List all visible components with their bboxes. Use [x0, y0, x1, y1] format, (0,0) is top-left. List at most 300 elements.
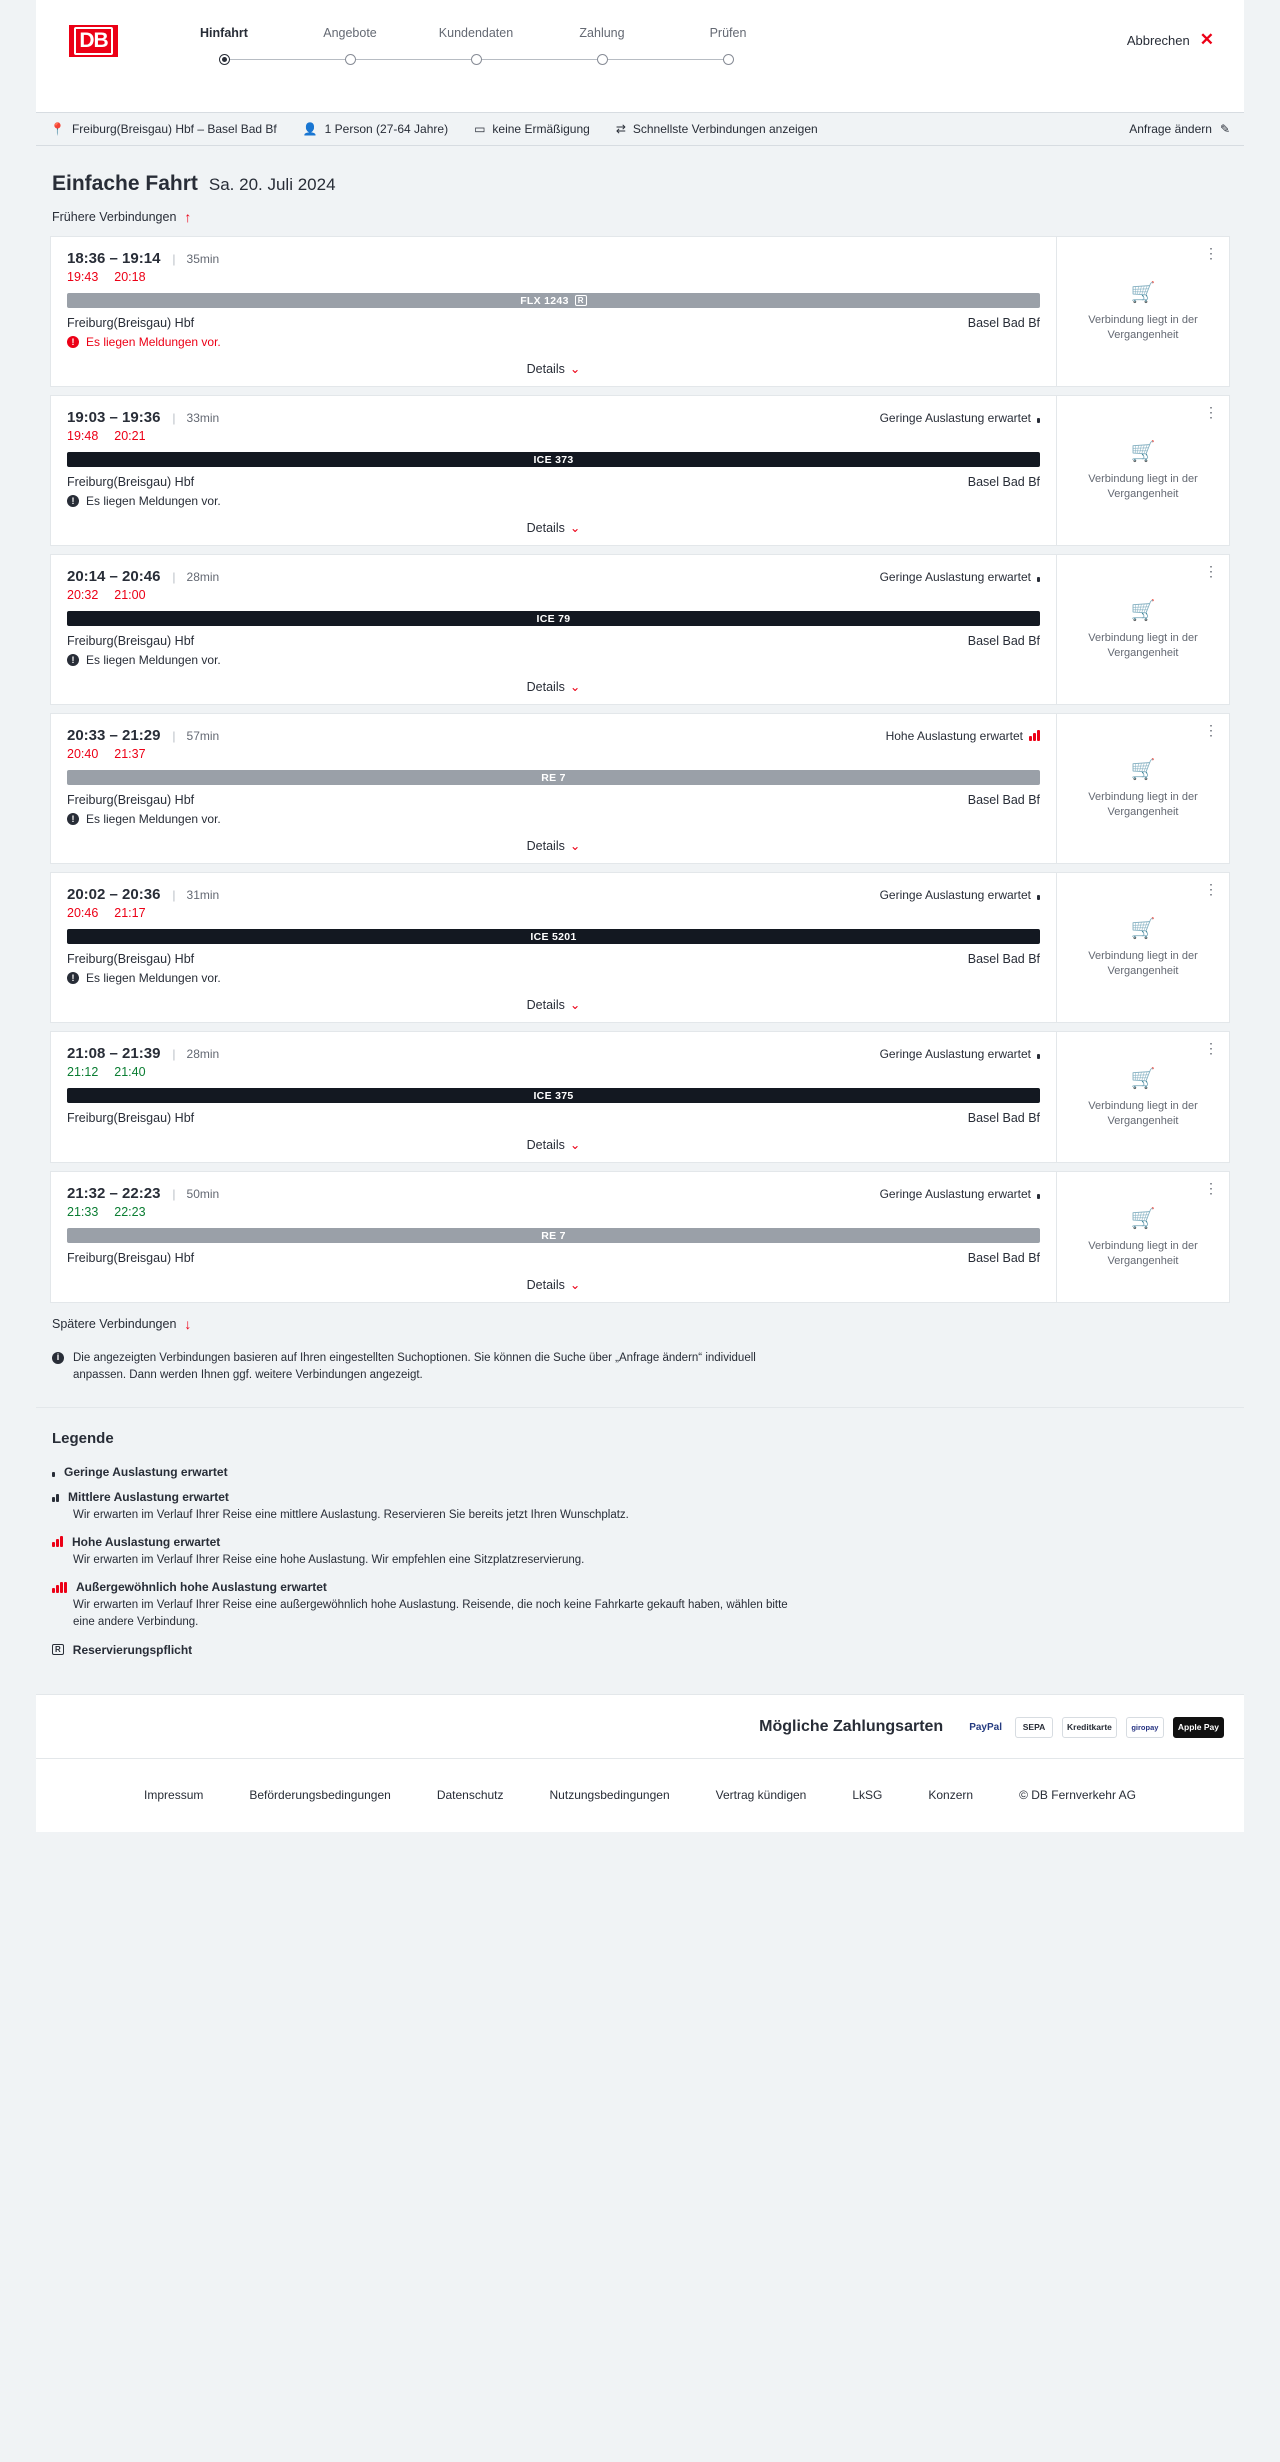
connection-info — [51, 396, 1056, 545]
actual-arrival: 20:18 — [114, 270, 146, 284]
train-name: RE 7 — [541, 771, 566, 784]
sort-icon: ⇄ — [615, 122, 626, 136]
actual-departure: 21:33 — [67, 1205, 99, 1219]
info-icon: i — [52, 1352, 64, 1364]
occupancy-bar — [1037, 1194, 1040, 1199]
past-connection-label: Verbindung liegt in der Vergangenheit — [1088, 473, 1198, 500]
actual-departure: 21:12 — [67, 1065, 99, 1079]
location-pin-icon: 📍 — [50, 122, 65, 136]
search-hint-text: Die angezeigten Verbindungen basieren auf Ihren eingestellten Suchoptionen. Sie können die Suche über „Anfrage ändern“ individuell anpassen. Dann werden Ihnen ggf. weitere Verbindungen angezeigt. — [73, 1352, 756, 1382]
utilization-label: Geringe Auslastung erwartet — [879, 569, 1031, 584]
duration-text: 33min — [186, 410, 220, 425]
origin-station: Freiburg(Breisgau) Hbf — [67, 1251, 195, 1265]
chevron-down-icon: ⌄ — [569, 1138, 581, 1152]
chevron-down-icon: ⌄ — [569, 1278, 581, 1292]
search-hint — [52, 1350, 792, 1385]
connection-duration — [172, 888, 219, 902]
train-name: ICE 375 — [533, 1089, 574, 1102]
past-connection-label: Verbindung liegt in der Vergangenheit — [1088, 632, 1198, 659]
chevron-down-icon: ⌄ — [569, 839, 581, 853]
legend-item — [52, 1580, 1230, 1632]
duration-separator: | — [172, 887, 176, 902]
occupancy-bar — [52, 1497, 55, 1502]
footer-link[interactable]: Impressum — [144, 1788, 204, 1802]
wizard-header — [36, 0, 1244, 112]
legend-item-label: Geringe Auslastung erwartet — [64, 1464, 228, 1479]
duration-text: 28min — [186, 569, 220, 584]
connection-header — [67, 1185, 1040, 1202]
connection-duration — [172, 1187, 219, 1201]
occupancy-bar — [1037, 1054, 1040, 1059]
details-label: Details — [526, 1278, 565, 1292]
occupancy-icon — [1037, 412, 1040, 423]
train-bar — [67, 293, 1040, 308]
summary-sorting[interactable] — [616, 122, 818, 136]
connection-planned-time: 20:33 – 21:29 — [67, 727, 161, 744]
summary-passengers[interactable] — [303, 122, 448, 136]
duration-text: 57min — [186, 728, 220, 743]
connection-message-text: Es liegen Meldungen vor. — [86, 335, 221, 349]
db-logo-icon — [66, 22, 121, 60]
legend-item-head — [52, 1535, 1230, 1549]
connection-planned-time: 18:36 – 19:14 — [67, 250, 161, 267]
legend-item-label: Mittlere Auslastung erwartet — [68, 1489, 229, 1504]
connection-stations — [67, 634, 1040, 648]
past-connection-label: Verbindung liegt in der Vergangenheit — [1088, 950, 1198, 977]
arrow-down-icon: ↓ — [184, 1316, 192, 1332]
occupancy-bar — [1037, 895, 1040, 900]
wizard-step-dot-row — [539, 54, 665, 68]
details-label: Details — [526, 362, 565, 376]
wizard-step-label: Prüfen — [709, 26, 747, 40]
connection-card[interactable] — [50, 1171, 1230, 1303]
wizard-connector-line — [224, 59, 350, 60]
wizard-connector-line — [350, 59, 476, 60]
legend-item-desc: Wir erwarten im Verlauf Ihrer Reise eine außergewöhnlich hohe Auslastung. Reisende, die noch keine Fahrkarte gekauft haben, wählen bitte eine andere Verbindung. — [73, 1599, 788, 1629]
details-toggle[interactable] — [67, 1277, 1040, 1292]
wizard-step-dot-row — [665, 54, 791, 68]
more-options-icon[interactable]: ⋮ — [1204, 1040, 1219, 1056]
details-label: Details — [526, 998, 565, 1012]
connection-duration — [172, 570, 219, 584]
legend-item — [52, 1535, 1230, 1569]
origin-station: Freiburg(Breisgau) Hbf — [67, 634, 195, 648]
connection-message[interactable] — [67, 812, 1040, 826]
connection-stations — [67, 475, 1040, 489]
more-options-icon[interactable]: ⋮ — [1204, 881, 1219, 897]
occupancy-bar — [1037, 577, 1040, 582]
summary-discount[interactable] — [474, 122, 590, 136]
connection-stations — [67, 316, 1040, 330]
footer-spacer — [0, 1832, 1280, 1920]
occupancy-icon — [52, 1466, 55, 1477]
train-bar — [67, 611, 1040, 626]
legend-item-head — [52, 1643, 1230, 1657]
destination-station: Basel Bad Bf — [967, 793, 1040, 807]
details-toggle[interactable] — [67, 361, 1040, 376]
shopping-cart-icon: 🛒 — [1130, 441, 1156, 464]
details-toggle[interactable] — [67, 997, 1040, 1012]
destination-station: Basel Bad Bf — [967, 952, 1040, 966]
connection-card[interactable] — [50, 554, 1230, 705]
cancel-label: Abbrechen — [1126, 32, 1190, 48]
origin-station: Freiburg(Breisgau) Hbf — [67, 1111, 195, 1125]
wizard-connector-line — [602, 59, 728, 60]
occupancy-bar — [60, 1582, 63, 1593]
connection-message-text: Es liegen Meldungen vor. — [86, 494, 221, 508]
occupancy-bar — [56, 1539, 59, 1547]
warning-icon: ! — [67, 654, 79, 666]
more-options-icon[interactable]: ⋮ — [1204, 245, 1219, 261]
payments-title: Mögliche Zahlungsarten — [759, 1718, 944, 1735]
wizard-step-label: Zahlung — [579, 26, 625, 40]
connection-message[interactable] — [67, 335, 1040, 349]
earlier-connections-button[interactable] — [52, 209, 1230, 225]
connection-info — [51, 1172, 1056, 1302]
connection-actual-times — [67, 429, 1040, 443]
occupancy-bar — [1029, 736, 1032, 741]
change-request-button[interactable] — [1129, 122, 1230, 136]
wizard-step-dot-row — [413, 54, 539, 68]
wizard-step-dot-row — [287, 54, 413, 68]
train-bar — [67, 929, 1040, 944]
actual-arrival: 21:00 — [114, 588, 146, 602]
connections-list — [50, 236, 1230, 1303]
connection-utilization — [880, 1047, 1040, 1061]
more-options-icon[interactable]: ⋮ — [1204, 404, 1219, 420]
occupancy-bar — [1037, 730, 1040, 741]
connection-info — [51, 237, 1056, 386]
connection-booking — [1056, 1032, 1229, 1162]
legend-item-desc: Wir erwarten im Verlauf Ihrer Reise eine mittlere Auslastung. Reservieren Sie bereits jetzt Ihren Wunschplatz. — [73, 1508, 629, 1521]
wizard-step-1[interactable] — [161, 26, 287, 68]
connection-duration — [172, 729, 219, 743]
occupancy-icon — [1029, 730, 1040, 741]
legend-item-head — [52, 1465, 1230, 1479]
train-bar — [67, 452, 1040, 467]
legend-item-head — [52, 1490, 1230, 1504]
footer-link[interactable]: Vertrag kündigen — [715, 1788, 807, 1802]
occupancy-icon — [1037, 1188, 1040, 1199]
connection-actual-times — [67, 588, 1040, 602]
duration-text: 50min — [186, 1186, 220, 1201]
page-title — [52, 172, 1230, 196]
warning-icon: ! — [67, 336, 79, 348]
train-name: ICE 5201 — [530, 930, 577, 943]
footer-link[interactable]: Konzern — [928, 1788, 974, 1802]
chevron-down-icon: ⌄ — [569, 680, 581, 694]
connection-booking — [1056, 1172, 1229, 1302]
connection-message[interactable] — [67, 653, 1040, 667]
actual-departure: 20:46 — [67, 906, 99, 920]
connection-stations — [67, 952, 1040, 966]
payment-method-icon: PayPal — [965, 1717, 1006, 1738]
connection-duration — [172, 252, 219, 266]
connection-stations — [67, 1111, 1040, 1125]
later-connections-button[interactable] — [52, 1316, 1230, 1332]
connection-booking — [1056, 555, 1229, 704]
origin-station: Freiburg(Breisgau) Hbf — [67, 475, 195, 489]
connection-planned-time: 21:32 – 22:23 — [67, 1185, 161, 1202]
duration-separator: | — [172, 251, 176, 266]
past-connection-label: Verbindung liegt in der Vergangenheit — [1088, 791, 1198, 818]
destination-station: Basel Bad Bf — [967, 634, 1040, 648]
summary-sorting-text: Schnellste Verbindungen anzeigen — [632, 122, 818, 136]
connection-info — [51, 873, 1056, 1022]
duration-separator: | — [172, 728, 176, 743]
connection-utilization — [880, 570, 1040, 584]
occupancy-bar — [52, 1542, 55, 1547]
connection-booking — [1056, 396, 1229, 545]
close-icon[interactable]: ✕ — [1199, 30, 1214, 49]
train-name: RE 7 — [541, 1229, 566, 1242]
occupancy-bar — [52, 1472, 55, 1477]
actual-arrival: 20:21 — [114, 429, 146, 443]
occupancy-icon — [52, 1491, 59, 1502]
connection-info — [51, 1032, 1056, 1162]
legend-items — [50, 1465, 1230, 1657]
connection-header — [67, 1045, 1040, 1062]
duration-text: 28min — [186, 1046, 220, 1061]
details-label: Details — [526, 839, 565, 853]
summary-passengers-text: 1 Person (27-64 Jahre) — [324, 122, 449, 136]
connection-booking — [1056, 237, 1229, 386]
occupancy-bar — [1037, 418, 1040, 423]
connection-message-text: Es liegen Meldungen vor. — [86, 653, 221, 667]
connection-message[interactable] — [67, 494, 1040, 508]
connection-info — [51, 714, 1056, 863]
legend-item — [52, 1490, 1230, 1524]
origin-station: Freiburg(Breisgau) Hbf — [67, 793, 195, 807]
utilization-label: Geringe Auslastung erwartet — [879, 410, 1031, 425]
connection-planned-time: 19:03 – 19:36 — [67, 409, 161, 426]
actual-departure: 20:32 — [67, 588, 99, 602]
duration-text: 31min — [186, 887, 220, 902]
connection-card[interactable] — [50, 236, 1230, 387]
wizard-step-label: Kundendaten — [438, 26, 514, 40]
connection-card[interactable] — [50, 1031, 1230, 1163]
duration-text: 35min — [186, 251, 220, 266]
pencil-icon: ✎ — [1219, 122, 1230, 136]
train-name: ICE 79 — [536, 612, 571, 625]
legend-item-desc: Wir erwarten im Verlauf Ihrer Reise eine hohe Auslastung. Wir empfehlen eine Sitzplatzreservierung. — [73, 1553, 585, 1566]
utilization-label: Geringe Auslastung erwartet — [879, 1186, 1031, 1201]
cancel-button[interactable] — [1127, 30, 1214, 50]
wizard-step-label: Hinfahrt — [200, 26, 248, 40]
occupancy-icon — [1037, 889, 1040, 900]
connection-card[interactable] — [50, 713, 1230, 864]
footer-link: © DB Fernverkehr AG — [1019, 1788, 1136, 1802]
utilization-label: Geringe Auslastung erwartet — [879, 887, 1031, 902]
connection-header — [67, 727, 1040, 744]
past-connection-label: Verbindung liegt in der Vergangenheit — [1088, 314, 1198, 341]
details-toggle[interactable] — [67, 679, 1040, 694]
legend-item-label: Hohe Auslastung erwartet — [72, 1534, 221, 1549]
legend-item — [52, 1643, 1230, 1657]
warning-icon: ! — [67, 495, 79, 507]
connection-duration — [172, 1047, 219, 1061]
shopping-cart-icon: 🛒 — [1130, 1067, 1156, 1090]
wizard-step-dot[interactable] — [723, 54, 734, 65]
connection-planned-time: 21:08 – 21:39 — [67, 1045, 161, 1062]
connection-actual-times — [67, 906, 1040, 920]
connection-booking — [1056, 873, 1229, 1022]
utilization-label: Hohe Auslastung erwartet — [885, 728, 1023, 743]
actual-arrival: 21:40 — [114, 1065, 146, 1079]
wizard-step-3[interactable] — [413, 26, 539, 68]
connection-header — [67, 250, 1040, 267]
change-request-label: Anfrage ändern — [1129, 122, 1212, 136]
legend-section — [36, 1407, 1244, 1694]
footer — [36, 1758, 1244, 1832]
legend-item-label: Reservierungspflicht — [72, 1642, 193, 1657]
connection-duration — [172, 411, 219, 425]
actual-arrival: 21:17 — [114, 906, 146, 920]
occupancy-bar — [52, 1588, 55, 1593]
connection-header — [67, 568, 1040, 585]
summary-route-text: Freiburg(Breisgau) Hbf – Basel Bad Bf — [71, 122, 277, 136]
train-bar — [67, 1228, 1040, 1243]
payment-methods-list — [965, 1717, 1224, 1738]
reservation-required-icon: R — [575, 295, 587, 306]
train-bar — [67, 770, 1040, 785]
payments-section — [36, 1694, 1244, 1758]
occupancy-icon — [1037, 571, 1040, 582]
person-icon: 👤 — [302, 122, 318, 136]
footer-link[interactable]: Nutzungsbedingungen — [549, 1788, 670, 1802]
occupancy-bar — [1033, 733, 1036, 741]
train-name: ICE 373 — [533, 453, 574, 466]
connection-message-text: Es liegen Meldungen vor. — [86, 971, 221, 985]
connection-card[interactable] — [50, 872, 1230, 1023]
connection-message[interactable] — [67, 971, 1040, 985]
details-label: Details — [526, 521, 565, 535]
wizard-connector-line — [476, 59, 602, 60]
results-section — [36, 146, 1244, 1407]
connection-actual-times — [67, 747, 1040, 761]
occupancy-bar — [60, 1536, 63, 1547]
wizard-steps — [161, 26, 791, 68]
destination-station: Basel Bad Bf — [967, 316, 1040, 330]
destination-station: Basel Bad Bf — [967, 1251, 1040, 1265]
occupancy-icon — [1037, 1048, 1040, 1059]
more-options-icon[interactable]: ⋮ — [1204, 563, 1219, 579]
earlier-label: Frühere Verbindungen — [52, 210, 177, 224]
footer-link[interactable]: Beförderungsbedingungen — [249, 1788, 391, 1802]
chevron-down-icon: ⌄ — [569, 998, 581, 1012]
actual-departure: 20:40 — [67, 747, 99, 761]
connection-actual-times — [67, 1065, 1040, 1079]
summary-discount-text: keine Ermäßigung — [492, 122, 590, 136]
actual-arrival: 22:23 — [114, 1205, 146, 1219]
occupancy-bar — [56, 1585, 59, 1593]
details-toggle[interactable] — [67, 838, 1040, 853]
connection-stations — [67, 1251, 1040, 1265]
shopping-cart-icon: 🛒 — [1130, 759, 1156, 782]
chevron-down-icon: ⌄ — [569, 521, 581, 535]
duration-separator: | — [172, 1046, 176, 1061]
connection-utilization — [886, 729, 1040, 743]
connection-planned-time: 20:02 – 20:36 — [67, 886, 161, 903]
shopping-cart-icon: 🛒 — [1130, 918, 1156, 941]
connection-utilization — [880, 888, 1040, 902]
wizard-step-4[interactable] — [539, 26, 665, 68]
connection-actual-times — [67, 1205, 1040, 1219]
duration-separator: | — [172, 1186, 176, 1201]
reservation-required-icon: R — [52, 1644, 64, 1655]
connection-utilization — [880, 1187, 1040, 1201]
details-toggle[interactable] — [67, 1137, 1040, 1152]
footer-link[interactable]: Datenschutz — [436, 1788, 504, 1802]
shopping-cart-icon: 🛒 — [1130, 1207, 1156, 1230]
payment-method-icon: giropay — [1126, 1717, 1164, 1738]
occupancy-icon — [52, 1536, 63, 1547]
wizard-step-dot[interactable] — [471, 54, 482, 65]
details-label: Details — [526, 1138, 565, 1152]
warning-icon: ! — [67, 972, 79, 984]
destination-station: Basel Bad Bf — [967, 1111, 1040, 1125]
search-summary-bar — [36, 112, 1244, 146]
connection-info — [51, 555, 1056, 704]
legend-item-head — [52, 1580, 1230, 1594]
utilization-label: Geringe Auslastung erwartet — [879, 1046, 1031, 1061]
wizard-step-dot[interactable] — [219, 54, 230, 65]
occupancy-icon — [52, 1582, 67, 1593]
db-logo-text: DB — [74, 27, 112, 55]
wizard-step-dot-row — [161, 54, 287, 68]
wizard-step-dot[interactable] — [345, 54, 356, 65]
shopping-cart-icon: 🛒 — [1130, 600, 1156, 623]
train-name: FLX 1243 — [520, 294, 569, 307]
chevron-down-icon: ⌄ — [569, 362, 581, 376]
arrow-up-icon: ↑ — [184, 209, 192, 225]
more-options-icon[interactable]: ⋮ — [1204, 722, 1219, 738]
wizard-step-5[interactable] — [665, 26, 791, 68]
more-options-icon[interactable]: ⋮ — [1204, 1180, 1219, 1196]
actual-arrival: 21:37 — [114, 747, 146, 761]
card-icon: ▭ — [474, 122, 486, 136]
payment-method-icon: Kreditkarte — [1062, 1717, 1117, 1738]
connection-header — [67, 886, 1040, 903]
connection-utilization — [880, 411, 1040, 425]
past-connection-label: Verbindung liegt in der Vergangenheit — [1088, 1099, 1198, 1127]
title-text: Einfache Fahrt — [52, 172, 198, 195]
actual-departure: 19:43 — [67, 270, 99, 284]
footer-link[interactable]: LkSG — [852, 1788, 883, 1802]
payment-method-icon: SEPA — [1015, 1717, 1053, 1738]
occupancy-bar — [56, 1494, 59, 1502]
connection-header — [67, 409, 1040, 426]
origin-station: Freiburg(Breisgau) Hbf — [67, 316, 195, 330]
duration-separator: | — [172, 410, 176, 425]
connection-actual-times — [67, 270, 1040, 284]
details-toggle[interactable] — [67, 520, 1040, 535]
payment-method-icon: Apple Pay — [1173, 1717, 1224, 1738]
connection-planned-time: 20:14 – 20:46 — [67, 568, 161, 585]
warning-icon: ! — [67, 813, 79, 825]
connection-stations — [67, 793, 1040, 807]
connection-card[interactable] — [50, 395, 1230, 546]
wizard-step-2[interactable] — [287, 26, 413, 68]
train-bar — [67, 1088, 1040, 1103]
wizard-step-dot[interactable] — [597, 54, 608, 65]
title-date: Sa. 20. Juli 2024 — [208, 175, 336, 194]
past-connection-label: Verbindung liegt in der Vergangenheit — [1088, 1239, 1198, 1267]
legend-item-label: Außergewöhnlich hohe Auslastung erwartet — [76, 1580, 327, 1594]
summary-route[interactable] — [50, 122, 277, 136]
connection-message-text: Es liegen Meldungen vor. — [86, 812, 221, 826]
destination-station: Basel Bad Bf — [967, 475, 1040, 489]
